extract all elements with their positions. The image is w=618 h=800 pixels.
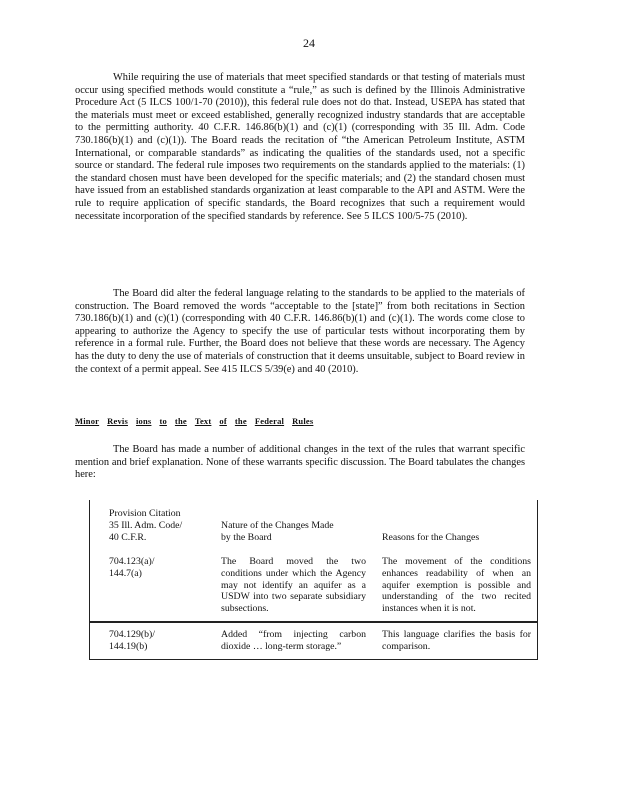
row-citation: [90, 622, 222, 659]
reasons-text: The movement of the conditions enhances readability of when an aquifer exemption is possible and understanding of the two recited instances when it is not.: [382, 555, 531, 615]
header-reasons-line: Reasons for the Changes: [382, 531, 480, 543]
heading-word: of: [219, 416, 227, 426]
citation-line: 704.129(b)/: [109, 629, 155, 641]
table-row: [90, 550, 538, 623]
header-citation-line: 35 Ill. Adm. Code/: [109, 519, 183, 531]
heading-word: the: [234, 416, 247, 426]
citation-line: 144.19(b): [109, 641, 148, 653]
citation-line: 144.7(a): [109, 567, 142, 579]
heading-word: Revis: [107, 416, 128, 426]
header-nature-line: by the Board: [221, 531, 272, 543]
header-nature: [221, 500, 382, 550]
paragraph-text: While requiring the use of materials that meet specified standards or that testing of materials must occur using specified methods would constitute a “rule,” as such is defined by the Illinois Administrative Procedure Act (5 ILCS 100/1-70 (2010)), this federal rule does not do that. Instead, USEPA has stated that the materials must meet or exceed established, generally recognized industry standards that are acceptable to the permitting authority. 40 C.F.R. 146.86(b)(1) and (c)(1) (corresponding with 35 Ill. Adm. Code 730.186(b)(1) and (c)(1)). The Board reads the recitation of “the American Petroleum Institute, ASTM International, or comparable standards” as indicating the qualities of the standards used, not a specific source or standard. The federal rule imposes two requirements on the standards applied to the materials: (1) the standard chosen must have been developed for the specific materials; and (2) the standard chosen must have issued from an established standards organization at least comparable to the API and ASTM. Were the rule to require application of specific standards, the Board recognizes that such a requirement would necessitate incorporation of the specified standards by reference. See 5 ILCS 100/5-75 (2010).: [75, 72, 525, 222]
heading-word: the: [174, 416, 187, 426]
header-reasons: [382, 500, 538, 550]
header-nature-line: Nature of the Changes Made: [221, 519, 334, 531]
paragraph-additional-changes: [75, 444, 525, 482]
header-citation-line: 40 C.F.R.: [109, 531, 147, 543]
heading-word: Text: [194, 416, 212, 426]
reasons-text: This language clarifies the basis for comparison.: [382, 629, 531, 653]
header-citation: [90, 500, 222, 550]
paragraph-text: The Board has made a number of additional changes in the text of the rules that warrant specific mention and brief explanation. None of these warrants specific discussion. The Board tabulates the changes here:: [75, 444, 525, 481]
header-citation-line: Provision Citation: [109, 508, 181, 519]
changes-table: [89, 500, 538, 660]
row-nature: [221, 550, 382, 623]
table-header-row: [90, 500, 538, 550]
paragraph-materials-standards: [75, 72, 525, 223]
row-nature: [221, 622, 382, 659]
heading-word: Federal: [254, 416, 285, 426]
row-reasons: [382, 622, 538, 659]
table-row: [90, 622, 538, 659]
heading-word: ions: [135, 416, 152, 426]
page-number: 24: [303, 36, 315, 50]
paragraph-text: The Board did alter the federal language relating to the standards to be applied to the materials of construction. The Board removed the words “acceptable to the [state]” from both recitations in Section 730.186(b)(1) and (c)(1) (corresponding with 40 C.F.R. 146.86(b)(1) and (c)(1). The words come close to appearing to authorize the Agency to specify the use of particular tests without incorporating them by reference in a formal rule. Further, the Board does not believe that these words are necessary. The Agency has the duty to deny the use of materials of construction that it deems unsuitable, subject to Board review in the context of a permit appeal. See 415 ILCS 5/39(e) and 40 (2010).: [75, 288, 525, 375]
nature-text: The Board moved the two conditions under which the Agency may not identify an aquifer as a USDW into two separate subsidiary subsections.: [221, 555, 366, 615]
citation-line: 704.123(a)/: [109, 555, 155, 567]
paragraph-federal-language: [75, 288, 525, 376]
heading-word: to: [159, 416, 167, 426]
heading-word: Minor: [75, 416, 100, 426]
row-citation: [90, 550, 222, 623]
row-reasons: [382, 550, 538, 623]
nature-text: Added “from injecting carbon dioxide … long-term storage.”: [221, 629, 366, 653]
section-heading: [75, 416, 313, 426]
heading-word: Rules: [292, 416, 314, 426]
